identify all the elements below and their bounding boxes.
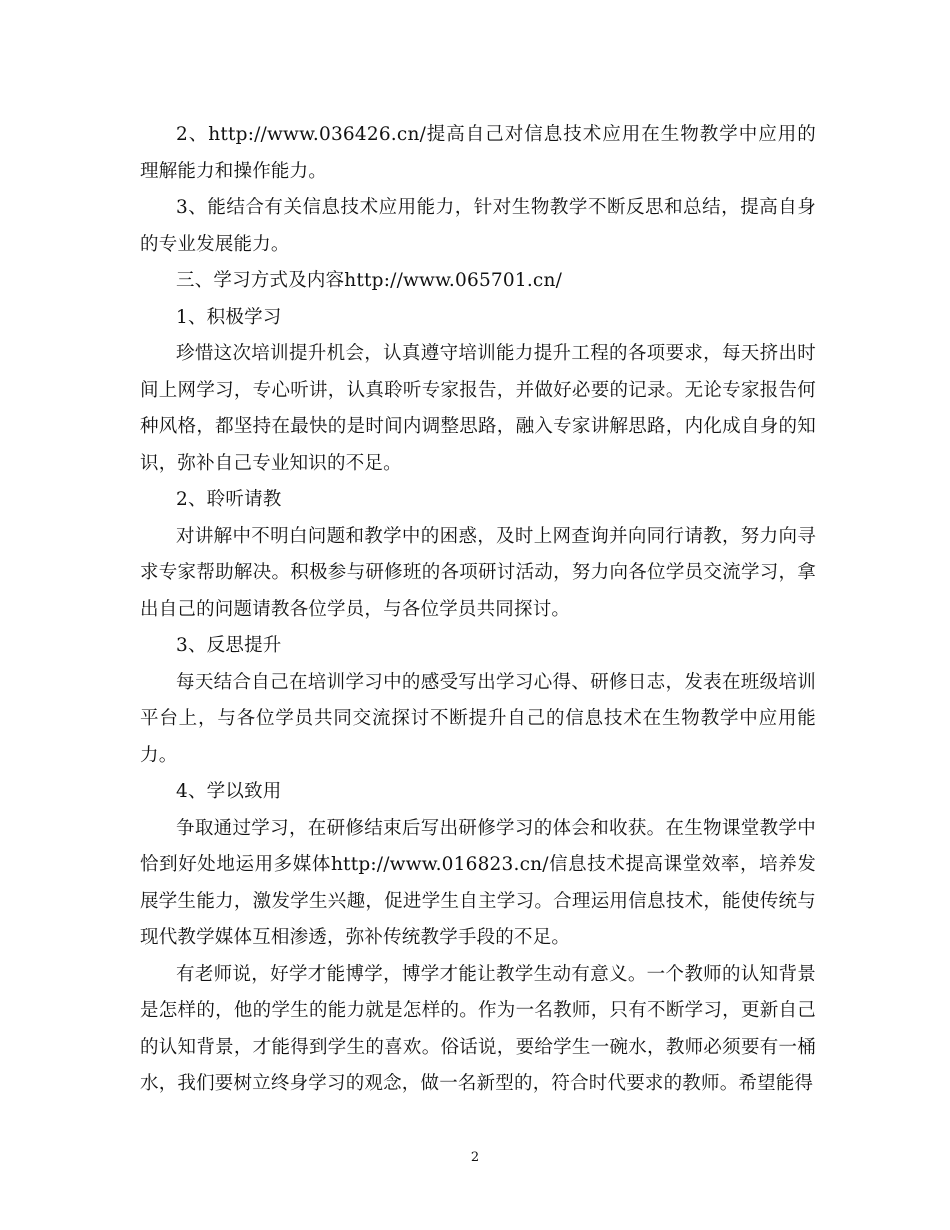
paragraph-closing: 有老师说，好学才能博学，博学才能让教学生动有意义。一个教师的认知背景是怎样的，他的学生的能力就是怎样的。作为一名教师，只有不断学习，更新自己的认知背景，才能得到学生的喜欢。俗话说，要给学生一碗水，教师必须要有一桶水，我们要树立终身学习的观念，做一名新型的，符合时代要求的教师。希望能得	[140, 963, 816, 1094]
paragraph-apply-learning: 争取通过学习，在研修结束后写出研修学习的体会和收获。在生物课堂教学中恰到好处地运用多媒体http://www.016823.cn/信息技术提高课堂效率，培养发展学生能力，激发学生兴趣，促进学生自主学习。合理运用信息技术，能使传统与现代教学媒体互相渗透，弥补传统教学手段的不足。	[140, 817, 816, 948]
subheading-active-learning: 1、积极学习	[176, 306, 282, 328]
subheading-reflection: 3、反思提升	[176, 635, 282, 656]
subheading-listen-and-ask: 2、聆听请教	[176, 489, 282, 510]
paragraph-reflection: 每天结合自己在培训学习中的感受写出学习心得、研修日志，发表在班级培训平台上，与各位学员共同交流探讨不断提升自己的信息技术在生物教学中应用能力。	[140, 671, 816, 766]
document-body	[140, 117, 816, 1103]
paragraph-objective-2: 2、http://www.036426.cn/提高自己对信息技术应用在生物教学中应用的理解能力和操作能力。	[140, 124, 816, 182]
paragraph-active-learning: 珍惜这次培训提升机会，认真遵守培训能力提升工程的各项要求，每天挤出时间上网学习，专心听讲，认真聆听专家报告，并做好必要的记录。无论专家报告何种风格，都坚持在最快的是时间内调整思路，融入专家讲解思路，内化成自身的知识，弥补自己专业知识的不足。	[140, 343, 816, 474]
subheading-apply-learning: 4、学以致用	[176, 781, 282, 802]
section-heading-study-methods: 三、学习方式及内容http://www.065701.cn/	[176, 270, 563, 291]
paragraph-objective-3: 3、能结合有关信息技术应用能力，针对生物教学不断反思和总结，提高自身的专业发展能力。	[140, 197, 816, 255]
page-number: 2	[470, 1150, 480, 1165]
paragraph-listen-and-ask: 对讲解中不明白问题和教学中的困惑，及时上网查询并向同行请教，努力向寻求专家帮助解决。积极参与研修班的各项研讨活动，努力向各位学员交流学习，拿出自己的问题请教各位学员，与各位学员共同探讨。	[140, 525, 816, 620]
